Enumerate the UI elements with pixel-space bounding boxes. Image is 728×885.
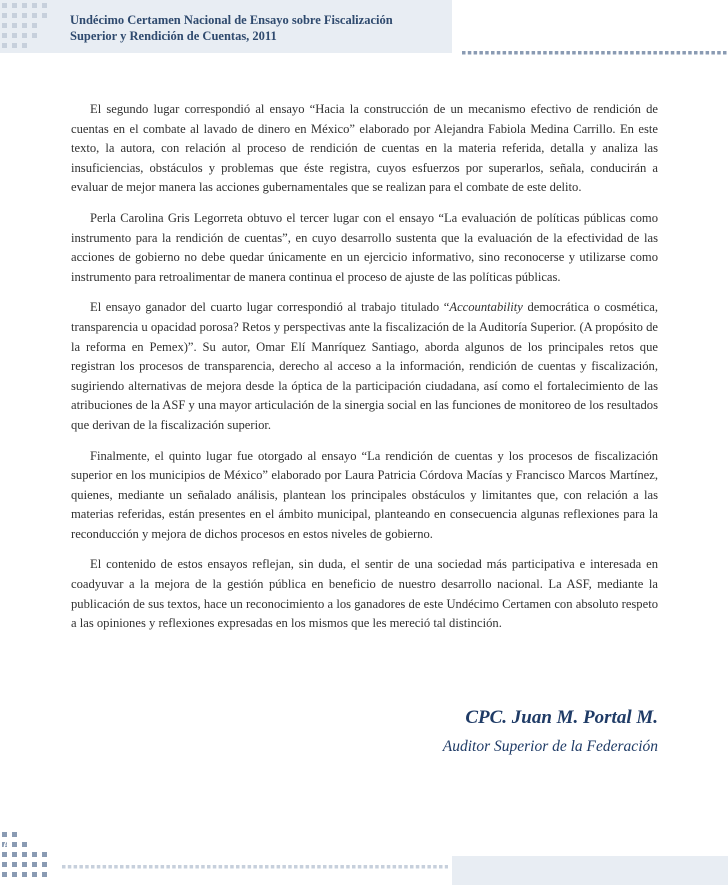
decorative-square [648,51,652,55]
decorative-square [32,3,37,8]
decorative-square [340,865,344,869]
decorative-square [433,865,437,869]
body-text [71,100,658,645]
decorative-square [42,852,47,857]
decorative-square [694,51,698,55]
decorative-square [468,51,472,55]
decorative-square [2,33,7,38]
accountability-term: Accountability [449,300,523,315]
decorative-square [22,43,27,48]
decorative-square [572,51,576,55]
header-title-line-1: Undécimo Certamen Nacional de Ensayo sobre Fiscalización [70,13,393,27]
decorative-square [68,865,72,869]
decorative-square [242,865,246,869]
paragraph-fourth-place-text-start: El ensayo ganador del cuarto lugar correspondió al trabajo titulado “ [90,300,450,315]
decorative-square [439,865,443,869]
decorative-square [126,865,130,869]
decorative-square [537,51,541,55]
decorative-square [22,13,27,18]
decorative-square [12,33,17,38]
decorative-square [642,51,646,55]
decorative-square [253,865,257,869]
decorative-square [317,865,321,869]
decorative-square [561,51,565,55]
decorative-square [137,865,141,869]
decorative-square [277,865,281,869]
decorative-square [520,51,524,55]
decorative-square [503,51,507,55]
decorative-square [143,865,147,869]
decorative-square [653,51,657,55]
decorative-square [166,865,170,869]
decorative-square [300,865,304,869]
decorative-square [508,51,512,55]
decorative-square [22,872,27,877]
decorative-square [207,865,211,869]
decorative-square [12,13,17,18]
decorative-square [294,865,298,869]
header-title-line-2: Superior y Rendición de Cuentas, 2011 [70,29,277,43]
decorative-square [665,51,669,55]
decorative-square [619,51,623,55]
decorative-square [543,51,547,55]
decorative-square [514,51,518,55]
decorative-square [85,865,89,869]
decorative-square [120,865,124,869]
decorative-square [282,865,286,869]
decorative-square [12,872,17,877]
decorative-square [364,865,368,869]
decorative-square [42,862,47,867]
decorative-square [677,51,681,55]
decorative-square [404,865,408,869]
page-number: 6 [3,838,11,855]
decorative-square [32,852,37,857]
paragraph-second-place: El segundo lugar correspondió al ensayo “Hacia la construcción de un mecanismo efectivo de rendición de cuentas en el combate al lavado de dinero en México” elaborado por Alejandra Fabiola Medina Carrillo. En este texto, la autora, con relación al proceso de rendición de cuentas en la materia referida, detalla y analiza las insuficiencias, obstáculos y problemas que éste registra, cuyos esfuerzos por superarlos, señala, conducirán a evaluar de mejor manera las acciones gubernamentales que se realizan para el combate de este delito. [71,102,658,195]
decorative-square [42,3,47,8]
decorative-square [393,865,397,869]
decorative-square [410,865,414,869]
decorative-square [422,865,426,869]
decorative-square [12,3,17,8]
decorative-square [358,865,362,869]
paragraph-conclusion: El contenido de estos ensayos reflejan, sin duda, el sentir de una sociedad más participativa e interesada en coadyuvar a la mejora de la gestión pública en beneficio de nuestro desarrollo nacional. La ASF, mediante la publicación de sus textos, hace un reconocimiento a los ganadores de este Undécimo Certamen con absoluto respeto a las opiniones y reflexiones expresadas en los mismos que les mereció tal distinción. [71,557,658,631]
decorative-square [32,13,37,18]
footer-dot-rule [60,862,448,870]
decorative-square [97,865,101,869]
decorative-square [711,51,715,55]
decorative-square [491,51,495,55]
decorative-square [42,13,47,18]
decorative-square [12,43,17,48]
decorative-square [224,865,228,869]
header-dot-rule [460,48,728,56]
decorative-square [149,865,153,869]
decorative-square [22,862,27,867]
decorative-square [201,865,205,869]
decorative-square [311,865,315,869]
decorative-square [12,842,17,847]
decorative-square [22,3,27,8]
decorative-square [682,51,686,55]
decorative-square [416,865,420,869]
decorative-square [717,51,721,55]
decorative-square [584,51,588,55]
decorative-square [2,13,7,18]
decorative-square [2,23,7,28]
decorative-square [578,51,582,55]
decorative-square [688,51,692,55]
decorative-square [671,51,675,55]
decorative-square [184,865,188,869]
decorative-square [566,51,570,55]
decorative-square [485,51,489,55]
decorative-square [369,865,373,869]
footer-band [452,856,728,885]
decorative-square [161,865,165,869]
decorative-square [700,51,704,55]
decorative-square [155,865,159,869]
decorative-square [352,865,356,869]
decorative-square [398,865,402,869]
decorative-square [230,865,234,869]
decorative-square [346,865,350,869]
decorative-square [42,872,47,877]
decorative-square [479,51,483,55]
decorative-square [624,51,628,55]
decorative-square [462,51,466,55]
decorative-square [236,865,240,869]
decorative-square [103,865,107,869]
paragraph-fifth-place: Finalmente, el quinto lugar fue otorgado al ensayo “La rendición de cuentas y los procesos de fiscalización superior en los municipios de México” elaborado por Laura Patricia Córdova Macías y Francisco Marcos Martínez, quienes, mediante un señalado análisis, plantean los principales obstáculos y limitantes que, con relación a las materias referidas, están presentes en el ámbito municipal, planteando en consecuencia algunas reflexiones para la reconducción y mejora de dichos procesos en estos niveles de gobierno. [71,448,658,541]
decorative-square [2,862,7,867]
decorative-square [178,865,182,869]
decorative-square [381,865,385,869]
decorative-square [526,51,530,55]
paragraph-fourth-place-text-end: democrática o cosmética, transparencia u opacidad porosa? Retos y perspectivas ante la fiscalización de la Auditoría Superior. (A propósito de la reforma en Pemex)”. Su autor, Omar Elí Manríquez Santiago, aborda algunos de los principales retos que registran los procesos de transparencia, derecho al acceso a la información, rendición de cuentas y fiscalización, sugiriendo alternativas de mejora desde la óptica de la participación ciudadana, así como el fortalecimiento de las atribuciones de la ASF y una mayor articulación de la sinergia social en las funciones de monitoreo de los resultados que derivan de la fiscalización superior. [71,300,658,432]
decorative-square [2,3,7,8]
decorative-square [12,832,17,837]
decorative-square [132,865,136,869]
decorative-square [329,865,333,869]
decorative-square [248,865,252,869]
decorative-square [114,865,118,869]
decorative-square [32,33,37,38]
decorative-square [549,51,553,55]
decorative-square [22,842,27,847]
decorative-square [497,51,501,55]
decorative-square [32,872,37,877]
decorative-square [271,865,275,869]
decorative-square [607,51,611,55]
decorative-square [2,872,7,877]
decorative-square [532,51,536,55]
decorative-square [91,865,95,869]
decorative-square [219,865,223,869]
decorative-square [387,865,391,869]
decorative-square [2,43,7,48]
decorative-square [22,852,27,857]
header-dot-pattern [0,0,56,53]
decorative-square [445,865,448,869]
decorative-square [22,33,27,38]
header-title [70,12,393,44]
decorative-square [706,51,710,55]
decorative-square [195,865,199,869]
decorative-square [427,865,431,869]
decorative-square [474,51,478,55]
decorative-square [590,51,594,55]
decorative-square [12,862,17,867]
decorative-square [636,51,640,55]
decorative-square [79,865,83,869]
decorative-square [12,23,17,28]
decorative-square [265,865,269,869]
decorative-square [601,51,605,55]
decorative-square [323,865,327,869]
decorative-square [375,865,379,869]
decorative-square [74,865,78,869]
decorative-square [213,865,217,869]
decorative-square [306,865,310,869]
paragraph-fourth-place [71,298,658,435]
paragraph-third-place: Perla Carolina Gris Legorreta obtuvo el tercer lugar con el ensayo “La evaluación de políticas públicas como instrumento para la rendición de cuentas”, en cuyo desarrollo sustenta que la evaluación de la efectividad de las acciones de gobierno no debe quedar únicamente en un ejercicio informativo, sino reconocerse y utilizarse como instrumento para retroalimentar de manera continua el proceso de ajuste de las políticas públicas. [71,210,658,284]
decorative-square [2,832,7,837]
decorative-square [288,865,292,869]
decorative-square [259,865,263,869]
decorative-square [659,51,663,55]
decorative-square [335,865,339,869]
decorative-square [613,51,617,55]
decorative-square [32,23,37,28]
decorative-square [190,865,194,869]
signature-name: CPC. Juan M. Portal M. [465,707,658,728]
signature-title: Auditor Superior de la Federación [442,738,658,755]
decorative-square [172,865,176,869]
decorative-square [12,852,17,857]
decorative-square [630,51,634,55]
decorative-square [555,51,559,55]
decorative-square [62,865,66,869]
decorative-square [595,51,599,55]
decorative-square [723,51,727,55]
decorative-square [22,23,27,28]
decorative-square [108,865,112,869]
decorative-square [32,862,37,867]
